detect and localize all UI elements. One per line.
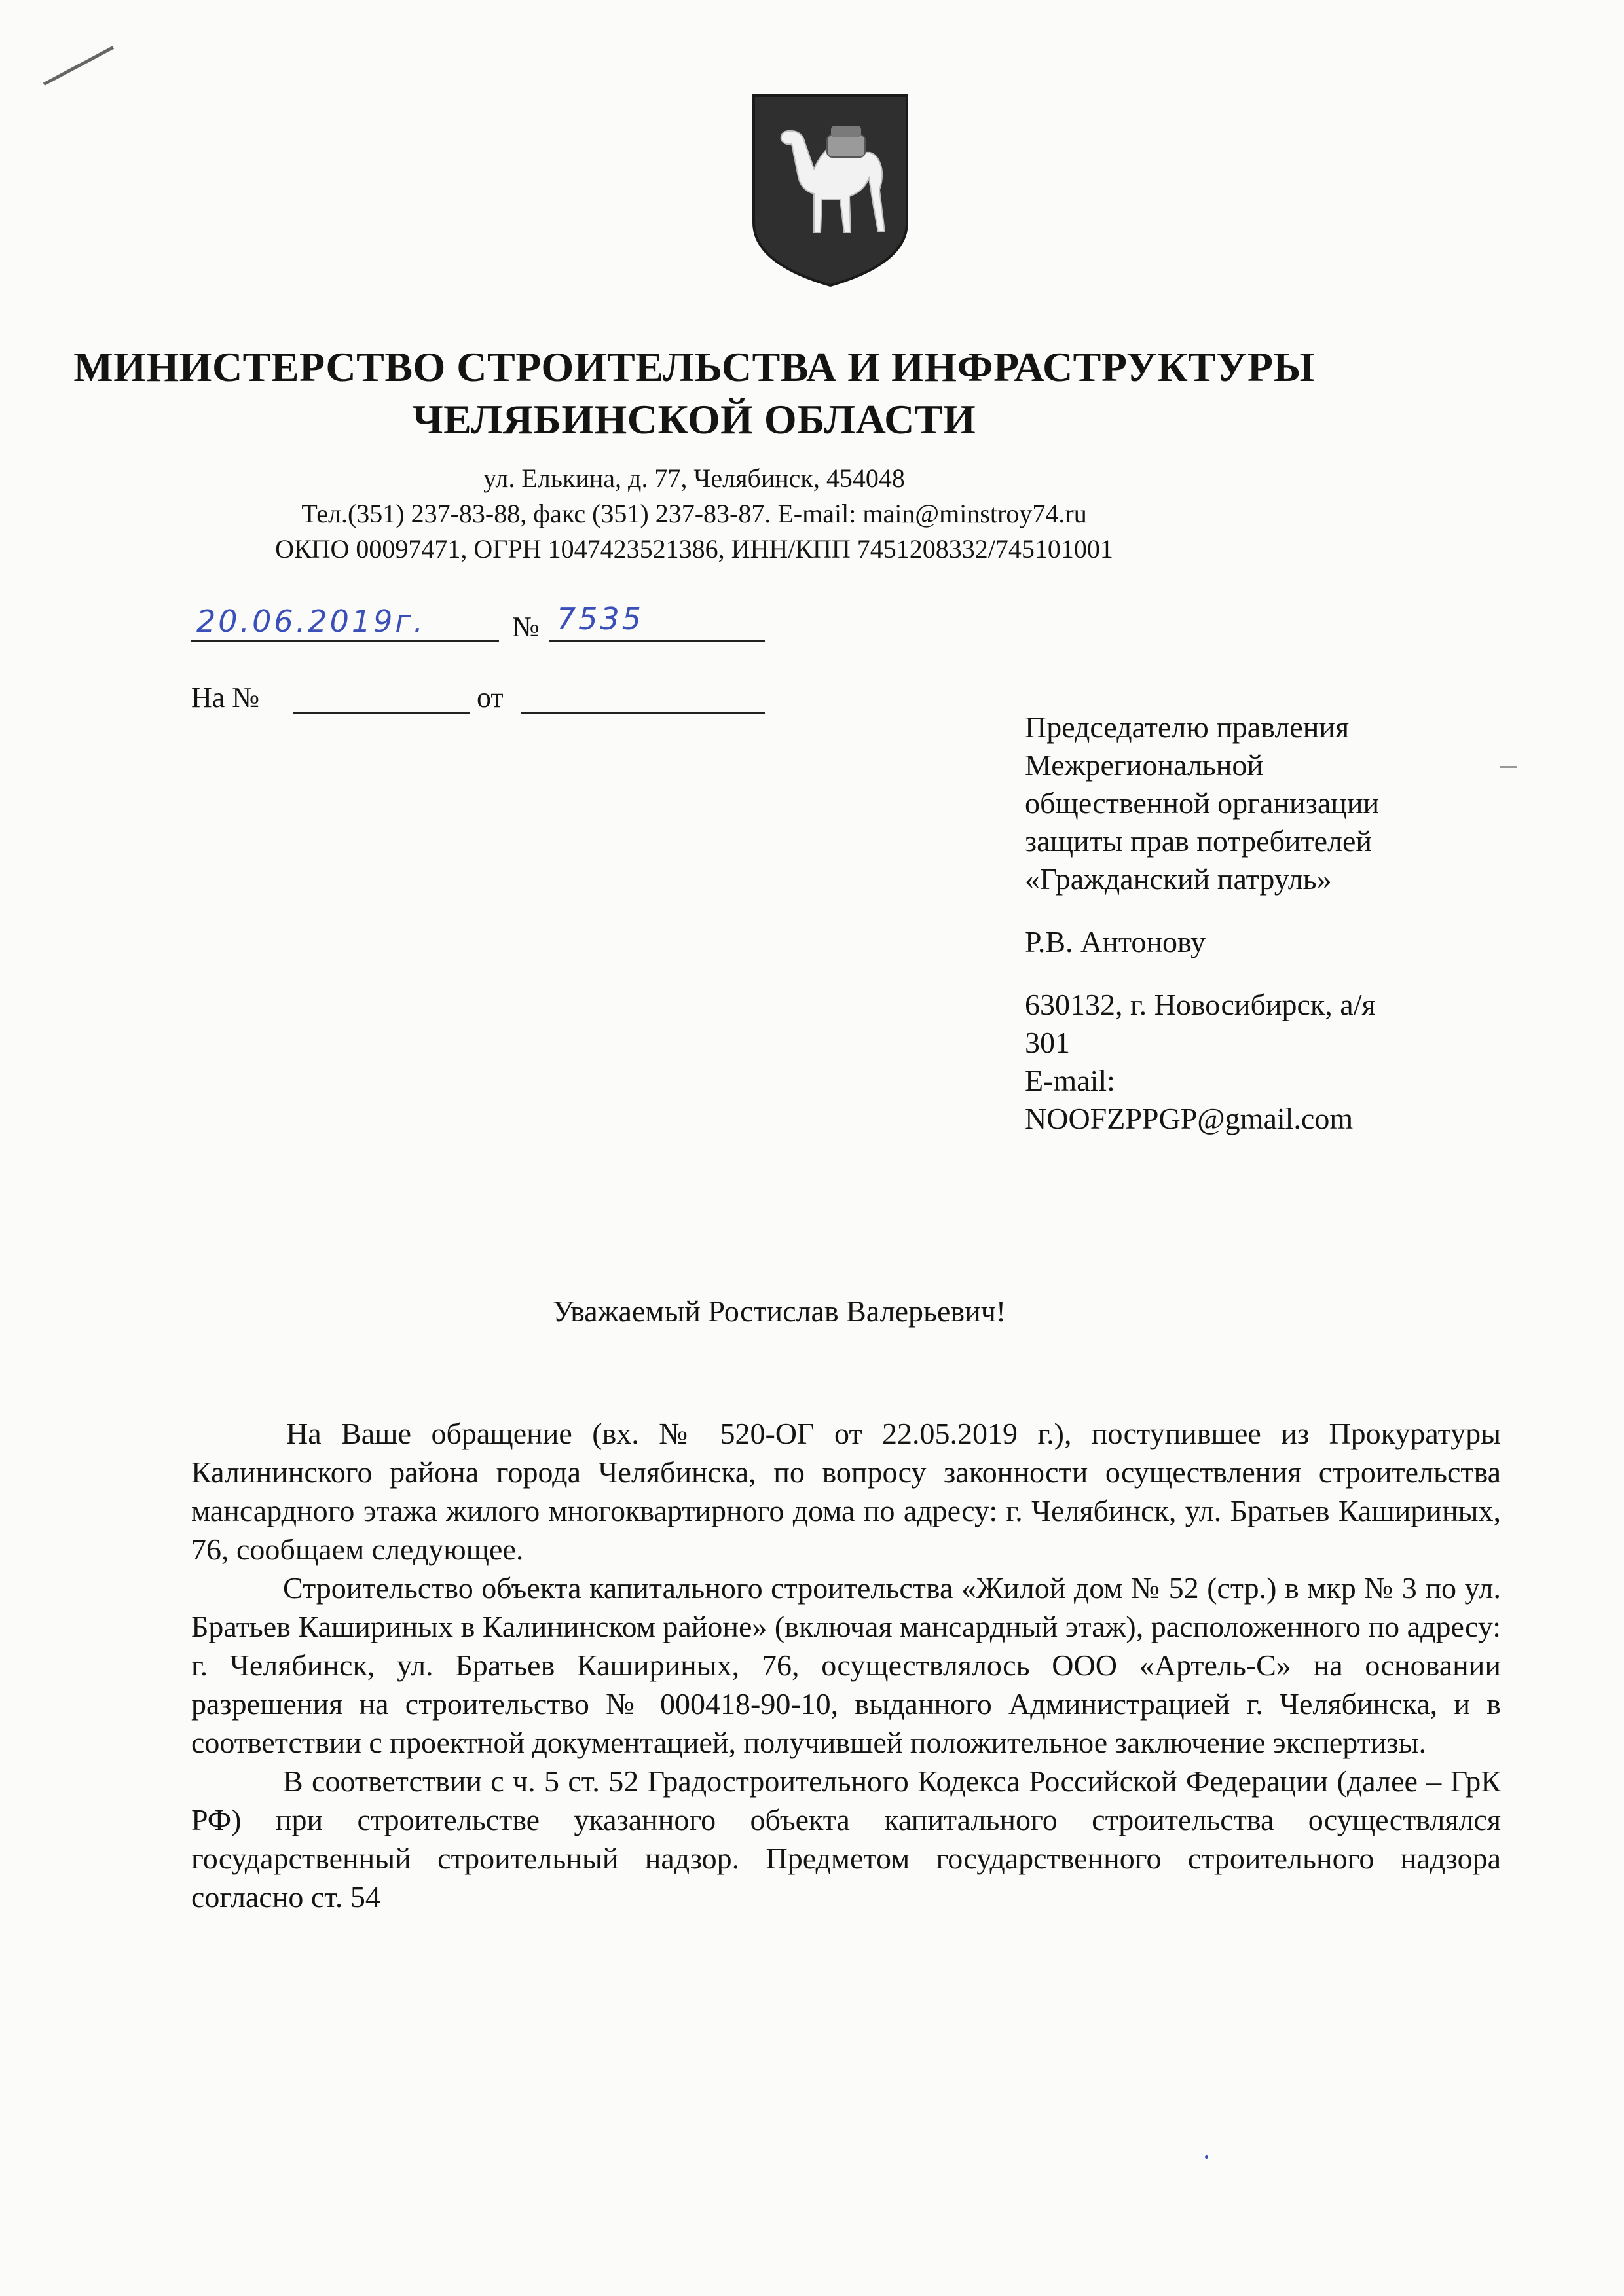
- reference-date-line: [521, 712, 765, 714]
- ministry-title-line1: МИНИСТЕРСТВО СТРОИТЕЛЬСТВА И ИНФРАСТРУКТУРЫ: [73, 344, 1315, 390]
- recipient-line: «Гражданский патруль»: [1025, 862, 1332, 896]
- ministry-title-line2: ЧЕЛЯБИНСКОЙ ОБЛАСТИ: [412, 396, 976, 443]
- coat-of-arms-icon: [748, 92, 912, 288]
- recipient-line: защиты прав потребителей: [1025, 824, 1373, 858]
- recipient-line: общественной организации: [1025, 786, 1380, 820]
- recipient-address-line: 301: [1025, 1026, 1070, 1059]
- handwritten-date: 20.06.2019г.: [196, 604, 426, 639]
- ministry-address: ул. Елькина, д. 77, Челябинск, 454048: [483, 464, 905, 493]
- ministry-phones: Тел.(351) 237-83-88, факс (351) 237-83-87. E-mail: main@minstroy74.ru: [301, 499, 1087, 528]
- recipient-address-line: 630132, г. Новосибирск, а/я: [1025, 988, 1376, 1021]
- body-paragraph: На Ваше обращение (вх. № 520-ОГ от 22.05.2019 г.), поступившее из Прокуратуры Калининского района города Челябинска, по вопросу законности осуществления строительства мансардного этажа жилого многоквартирного дома по адресу: г. Челябинск, ул. Братьев Кашириных, 76, сообщаем следующее.: [191, 1417, 1501, 1566]
- ministry-codes: ОКПО 00097471, ОГРН 1047423521386, ИНН/КПП 7451208332/745101001: [275, 534, 1113, 564]
- scan-mark: [1205, 2155, 1208, 2159]
- reference-from-label: от: [477, 682, 504, 714]
- recipient-line: Межрегиональной: [1025, 748, 1264, 782]
- reference-number-line: [293, 712, 470, 714]
- date-underline: [191, 640, 499, 642]
- recipient-name: Р.В. Антонову: [1025, 925, 1206, 958]
- recipient-email-label: E-mail:: [1025, 1064, 1115, 1097]
- number-underline: [549, 640, 765, 642]
- letter-body: [191, 1414, 1501, 1916]
- recipient-email: NOOFZPPGP@gmail.com: [1025, 1102, 1354, 1135]
- body-paragraph: В соответствии с ч. 5 ст. 52 Градостроительного Кодекса Российской Федерации (далее – ГрК РФ) при строительстве указанного объекта капитального строительства осуществлялся государственный строительный надзор. Предметом государственного строительного надзора согласно ст. 54: [191, 1764, 1501, 1914]
- reference-label: На №: [191, 682, 260, 714]
- number-sign: №: [512, 611, 540, 643]
- recipient-line: Председателю правления: [1025, 710, 1350, 744]
- body-paragraph: Строительство объекта капитального строительства «Жилой дом № 52 (стр.) в мкр № 3 по ул. Братьев Кашириных в Калининском районе» (включая мансардный этаж), расположенного по адресу: г. Челябинск, ул. Братьев Кашириных, 76, осуществлялось ООО «Артель-С» на основании разрешения на строительство № 000418-90-10, выданного Администрацией г. Челябинска, и в соответствии с проектной документацией, получившей положительное заключение экспертизы.: [191, 1571, 1501, 1759]
- greeting: Уважаемый Ростислав Валерьевич!: [552, 1294, 1006, 1328]
- handwritten-number: 7535: [557, 601, 644, 636]
- recipient-block: [1025, 708, 1562, 1138]
- scan-mark: [43, 46, 114, 86]
